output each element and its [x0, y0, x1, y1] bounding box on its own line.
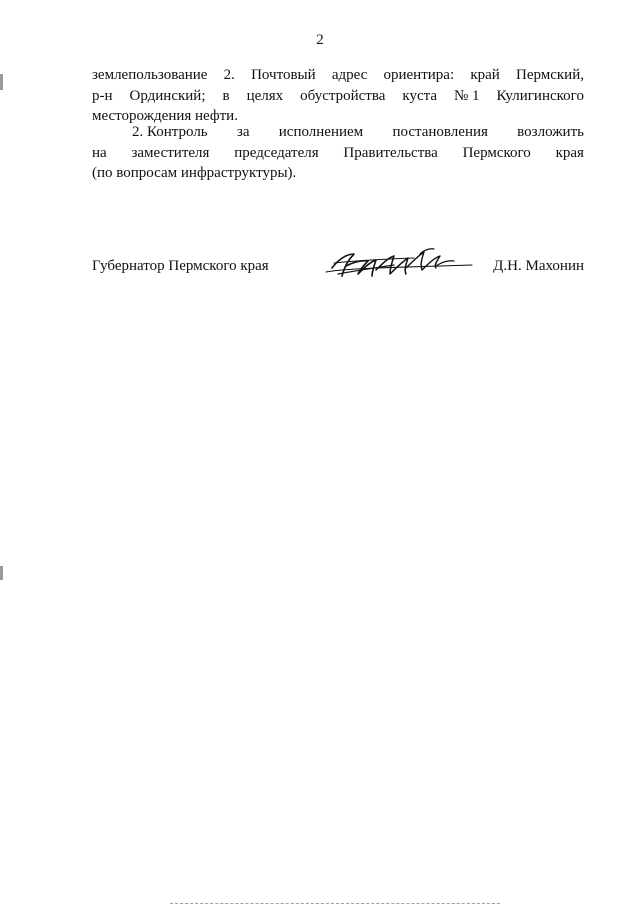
- word: целях: [246, 87, 284, 104]
- word: Пермский,: [515, 67, 584, 83]
- word: № 1: [454, 87, 480, 104]
- handwritten-signature: [324, 246, 474, 282]
- word: край: [470, 67, 500, 83]
- word: возложить: [517, 124, 584, 140]
- word: края: [555, 144, 584, 161]
- paragraph-2-line-3: (по вопросам инфраструктуры).: [92, 165, 297, 181]
- paragraph-2-line-1: [92, 122, 584, 143]
- word: за: [236, 124, 250, 140]
- word: Почтовый: [251, 67, 316, 83]
- paragraph-1-line-3: месторождения нефти.: [92, 108, 238, 124]
- word: 2. Контроль: [132, 124, 208, 140]
- word: постановления: [392, 124, 488, 140]
- scan-edge-mark: [0, 74, 3, 90]
- word: землепользование: [92, 67, 208, 83]
- word: Правительства: [343, 144, 438, 161]
- paragraph-2: [92, 122, 584, 184]
- word: исполнением: [278, 124, 364, 140]
- paragraph-1-line-1: [92, 65, 584, 86]
- word: адрес: [331, 67, 368, 83]
- word: в: [222, 87, 230, 104]
- signature-block: [92, 258, 584, 288]
- word: куста: [402, 87, 438, 104]
- word: заместителя: [131, 144, 210, 161]
- word: на: [92, 144, 107, 161]
- word: председателя: [234, 144, 319, 161]
- word: Пермского: [462, 144, 531, 161]
- signer-title: Губернатор Пермского края: [92, 258, 269, 274]
- page-number: 2: [316, 32, 324, 48]
- paragraph-1-line-2: [92, 86, 584, 107]
- word: Кулигинского: [496, 87, 584, 104]
- word: 2.: [223, 67, 235, 83]
- word: Ординский;: [129, 87, 206, 104]
- paragraph-2-line-2: [92, 143, 584, 164]
- word: ориентира:: [383, 67, 455, 83]
- paragraph-1: [92, 65, 584, 127]
- word: обустройства: [300, 87, 386, 104]
- signer-name: Д.Н. Махонин: [493, 258, 584, 274]
- scan-edge-mark: [0, 566, 3, 580]
- word: р-н: [92, 87, 113, 104]
